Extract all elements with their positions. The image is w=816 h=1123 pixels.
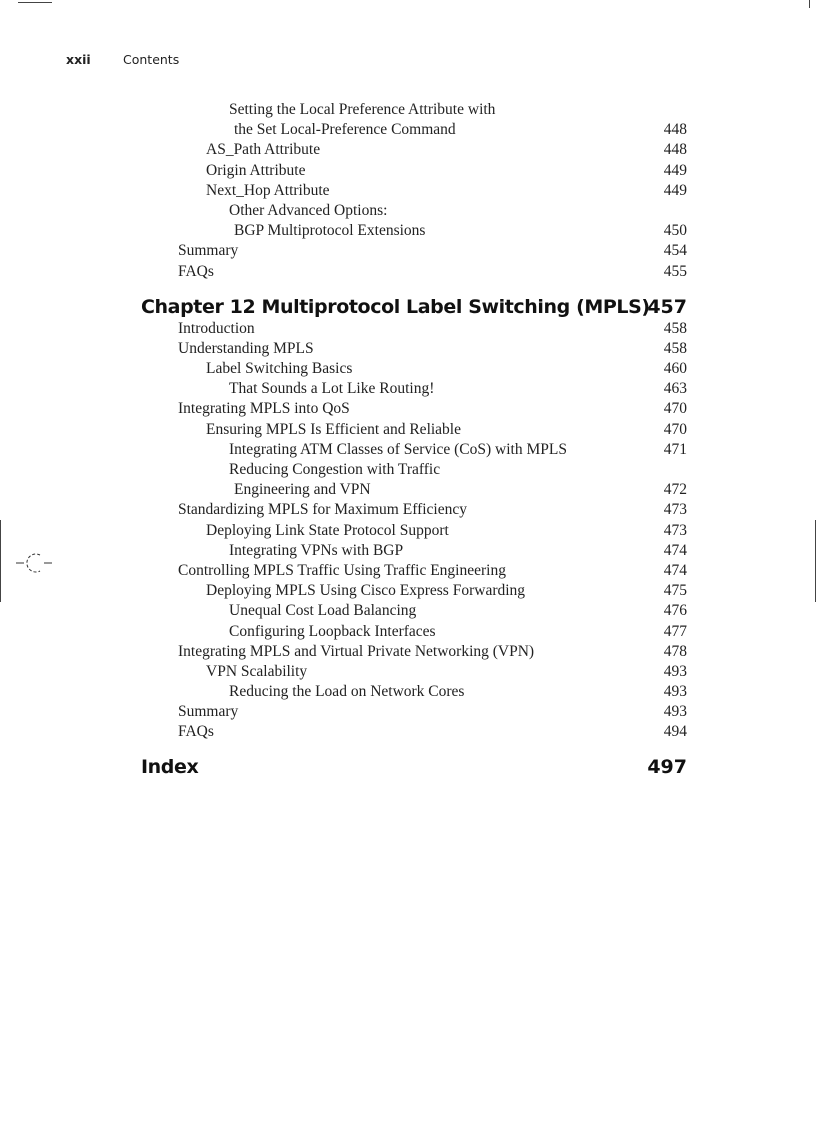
toc-entry-page-number: 471 xyxy=(663,440,687,458)
toc-entry[interactable] xyxy=(0,722,816,742)
toc-entry-title: Engineering and VPN xyxy=(234,481,371,499)
toc-entry-title: Deploying Link State Protocol Support xyxy=(206,521,449,539)
toc-entry-page-number: 458 xyxy=(663,339,687,357)
toc-entry[interactable] xyxy=(0,100,816,120)
chapter-title: Chapter 12 Multiprotocol Label Switching (MPLS) xyxy=(141,295,650,318)
toc-entry[interactable] xyxy=(0,359,816,379)
toc-entry[interactable] xyxy=(0,702,816,722)
toc-entry-page-number: 470 xyxy=(663,420,687,438)
toc-entry-page-number: 474 xyxy=(663,561,687,579)
toc-entry[interactable] xyxy=(0,262,816,282)
toc-entry[interactable] xyxy=(0,682,816,702)
toc-entry[interactable] xyxy=(0,480,816,500)
toc-entry-page-number: 449 xyxy=(663,181,687,199)
toc-index-heading[interactable] xyxy=(0,755,816,779)
toc-entry-page-number: 494 xyxy=(663,723,687,741)
toc-entry[interactable] xyxy=(0,420,816,440)
toc-entry-page-number: 458 xyxy=(663,319,687,337)
toc-entry[interactable] xyxy=(0,622,816,642)
toc-entry-page-number: 450 xyxy=(663,222,687,240)
crop-mark-top-left xyxy=(18,2,52,3)
index-title: Index xyxy=(141,755,199,778)
toc-entry[interactable] xyxy=(0,662,816,682)
toc-entry-title: Ensuring MPLS Is Efficient and Reliable xyxy=(206,420,461,438)
toc-entry[interactable] xyxy=(0,581,816,601)
toc-entry-title: the Set Local-Preference Command xyxy=(234,121,456,139)
toc-entry[interactable] xyxy=(0,140,816,160)
toc-entry-title: Other Advanced Options: xyxy=(229,201,388,219)
toc-entry-title: VPN Scalability xyxy=(206,662,308,680)
toc-entry-title: Integrating MPLS and Virtual Private Networking (VPN) xyxy=(178,642,535,660)
running-header xyxy=(66,52,179,67)
toc-entry-page-number: 473 xyxy=(663,521,687,539)
toc-entry-title: Origin Attribute xyxy=(206,161,306,179)
toc-entry-title: Next_Hop Attribute xyxy=(206,181,330,199)
toc-entry-page-number: 476 xyxy=(663,602,687,620)
toc-entry-title: Label Switching Basics xyxy=(206,360,353,378)
toc-entry-title: That Sounds a Lot Like Routing! xyxy=(229,380,435,398)
toc-entry[interactable] xyxy=(0,521,816,541)
toc-entry-page-number: 475 xyxy=(663,582,687,600)
toc-entry-title: Summary xyxy=(178,242,239,260)
toc-entry-title: Summary xyxy=(178,703,239,721)
chapter-page-number: 457 xyxy=(647,295,687,318)
toc-section-chapter-12 xyxy=(0,319,816,743)
toc-entry-page-number: 448 xyxy=(663,121,687,139)
toc-entry[interactable] xyxy=(0,500,816,520)
toc-section-chapter-11-end xyxy=(0,100,816,282)
page-folio: xxii xyxy=(66,52,91,67)
toc-chapter-heading[interactable] xyxy=(0,295,816,319)
toc-entry-title: Standardizing MPLS for Maximum Efficiency xyxy=(178,501,467,519)
toc-entry-title: Reducing Congestion with Traffic xyxy=(229,461,441,478)
toc-entry[interactable] xyxy=(0,601,816,621)
toc-entry-title: FAQs xyxy=(178,723,214,741)
toc-entry-page-number: 454 xyxy=(663,242,687,260)
toc-entry[interactable] xyxy=(0,339,816,359)
toc-entry-title: Integrating ATM Classes of Service (CoS) with MPLS xyxy=(229,440,567,458)
toc-entry-page-number: 470 xyxy=(663,400,687,418)
toc-entry-page-number: 474 xyxy=(663,541,687,559)
toc-entry-title: Reducing the Load on Network Cores xyxy=(229,683,465,701)
toc-entry-title: AS_Path Attribute xyxy=(206,141,321,159)
toc-entry[interactable] xyxy=(0,561,816,581)
toc-entry[interactable] xyxy=(0,379,816,399)
toc-entry-page-number: 478 xyxy=(663,642,687,660)
toc-entry[interactable] xyxy=(0,319,816,339)
toc-entry-page-number: 493 xyxy=(663,703,687,721)
toc-entry-page-number: 463 xyxy=(663,380,687,398)
toc-entry[interactable] xyxy=(0,440,816,460)
running-title: Contents xyxy=(123,52,180,67)
toc-entry-title: Integrating MPLS into QoS xyxy=(178,400,350,418)
toc-entry[interactable] xyxy=(0,541,816,561)
toc-entry[interactable] xyxy=(0,241,816,261)
toc-entry[interactable] xyxy=(0,221,816,241)
toc-entry-page-number: 448 xyxy=(663,141,687,159)
toc-entry[interactable] xyxy=(0,161,816,181)
toc-entry[interactable] xyxy=(0,399,816,419)
toc-entry-title: Configuring Loopback Interfaces xyxy=(229,622,436,640)
toc-entry-title: Deploying MPLS Using Cisco Express Forwarding xyxy=(206,582,526,600)
toc-entry[interactable] xyxy=(0,642,816,662)
toc-entry-page-number: 493 xyxy=(663,662,687,680)
toc-entry-title: Setting the Local Preference Attribute with xyxy=(229,101,496,118)
toc-entry[interactable] xyxy=(0,201,816,221)
toc-entry-page-number: 477 xyxy=(663,622,687,640)
toc-entry-title: Understanding MPLS xyxy=(178,339,314,357)
toc-entry[interactable] xyxy=(0,460,816,480)
toc-entry[interactable] xyxy=(0,181,816,201)
toc-entry[interactable] xyxy=(0,120,816,140)
toc-entry-title: Controlling MPLS Traffic Using Traffic Engineering xyxy=(178,561,506,579)
toc-entry-title: BGP Multiprotocol Extensions xyxy=(234,222,426,240)
toc-entry-page-number: 460 xyxy=(663,360,687,378)
toc-entry-title: FAQs xyxy=(178,262,214,280)
toc-entry-title: Unequal Cost Load Balancing xyxy=(229,602,417,620)
toc-entry-page-number: 472 xyxy=(663,481,687,499)
table-of-contents xyxy=(0,100,816,779)
toc-entry-page-number: 493 xyxy=(663,683,687,701)
toc-entry-page-number: 473 xyxy=(663,501,687,519)
toc-entry-page-number: 449 xyxy=(663,161,687,179)
toc-entry-title: Introduction xyxy=(178,319,255,337)
toc-entry-title: Integrating VPNs with BGP xyxy=(229,541,404,559)
toc-entry-page-number: 455 xyxy=(663,262,687,280)
crop-mark-top-right xyxy=(809,0,810,8)
index-page-number: 497 xyxy=(647,755,687,778)
